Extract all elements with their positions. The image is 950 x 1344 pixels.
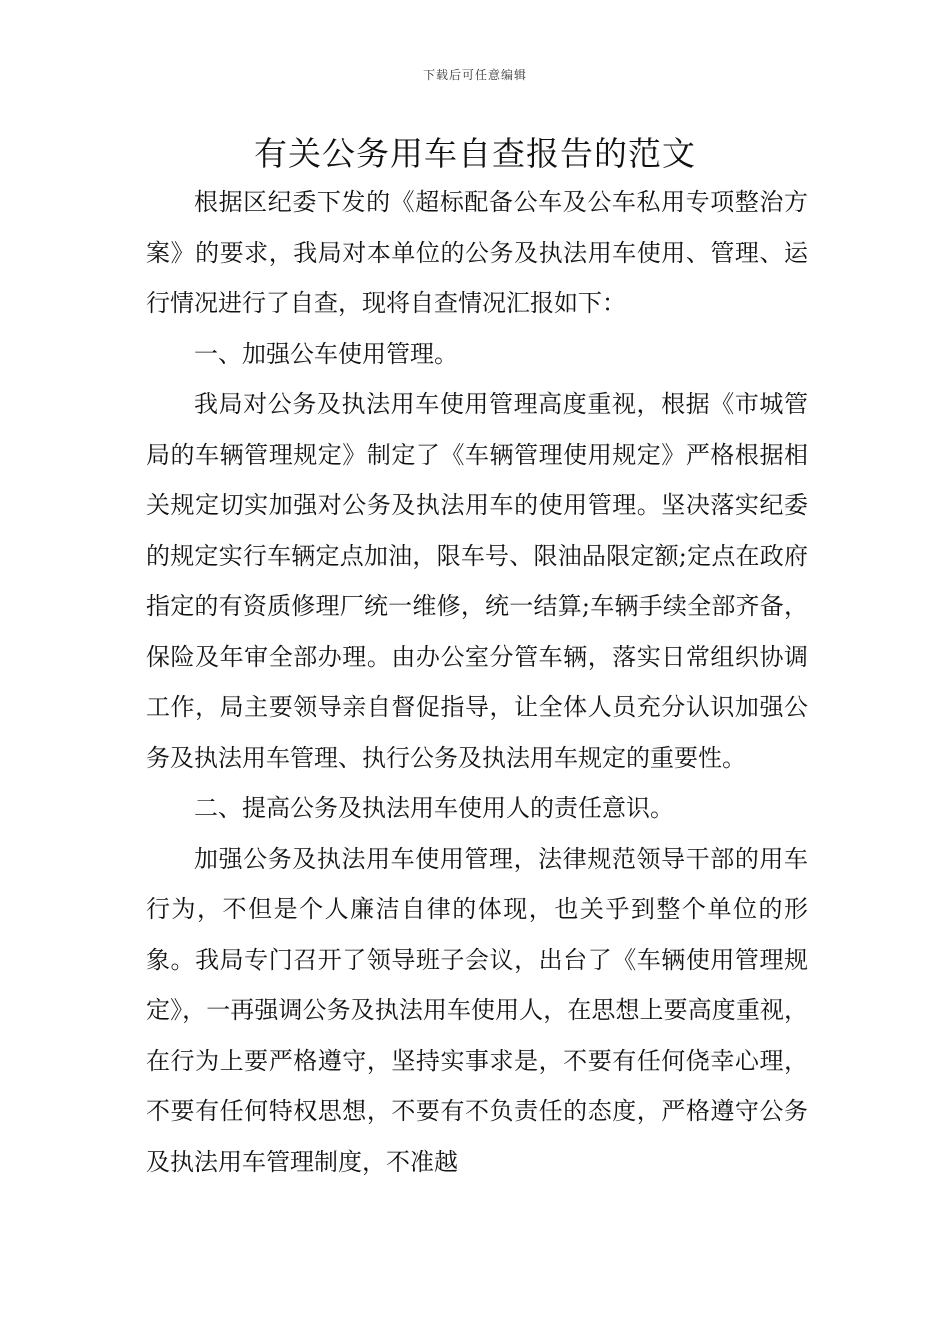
header-note: 下载后可任意编辑: [422, 68, 527, 82]
document-title: 有关公务用车自查报告的范文: [254, 134, 696, 173]
document-body: [146, 177, 808, 1187]
paragraph-section-1: 我局对公务及执法用车使用管理高度重视，根据《市城管局的车辆管理规定》制定了《车辆管理使用规定》严格根据相关规定切实加强对公务及执法用车的使用管理。坚决落实纪委的规定实行车辆定点加油，限车号、限油品限定额;定点在政府指定的有资质修理厂统一维修，统一结算;车辆手续全部齐备，保险及年审全部办理。由办公室分管车辆，落实日常组织协调工作，局主要领导亲自督促指导，让全体人员充分认识加强公务及执法用车管理、执行公务及执法用车规定的重要性。: [146, 390, 808, 772]
paragraph-intro: 根据区纪委下发的《超标配备公车及公车私用专项整治方案》的要求，我局对本单位的公务及执法用车使用、管理、运行情况进行了自查，现将自查情况汇报如下：: [146, 188, 808, 317]
paragraph-section-2: 加强公务及执法用车使用管理，法律规范领导干部的用车行为，不但是个人廉洁自律的体现，也关乎到整个单位的形象。我局专门召开了领导班子会议，出台了《车辆使用管理规定》，一再强调公务及执法用车使用人，在思想上要高度重视，在行为上要严格遵守，坚持实事求是，不要有任何侥幸心理，不要有任何特权思想，不要有不负责任的态度，严格遵守公务及执法用车管理制度，不准越: [146, 844, 808, 1176]
section-heading-1: 一、加强公车使用管理。: [194, 339, 458, 368]
section-heading-2: 二、提高公务及执法用车使用人的责任意识。: [194, 794, 674, 822]
